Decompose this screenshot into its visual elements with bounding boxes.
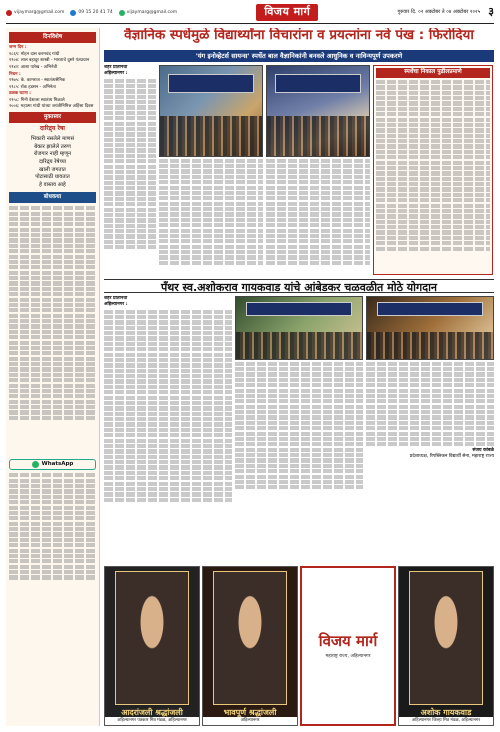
list-item: १९४२: आशा पारेख - अभिनेत्री bbox=[9, 65, 57, 70]
whatsapp-label: WhatsApp bbox=[41, 460, 74, 467]
list-item: १९८५: रॉक हडसन - अभिनेता bbox=[9, 84, 56, 90]
poem-heading: मुक्तस्वर bbox=[9, 112, 96, 123]
story-column bbox=[104, 65, 156, 275]
tribute-ad-title: आदरांजली श्रद्धांजली bbox=[121, 707, 183, 718]
din-vishesh-list bbox=[9, 45, 96, 110]
whatsapp-icon bbox=[119, 10, 125, 16]
ghatna-label: ठळक घटना : bbox=[9, 91, 31, 97]
signature-name: संजय कांबळे bbox=[472, 448, 494, 454]
lead-headline: वैज्ञानिक स्पर्धेमुळे विद्यार्थ्यांना विचारांना व प्रयत्नांना नवे पंख : फिरोदिया bbox=[124, 28, 474, 43]
tribute-ad-title: भावपूर्ण श्रद्धांजली bbox=[223, 707, 277, 718]
poem-title: दारिद्र्य रेषा bbox=[40, 125, 65, 133]
mail-icon bbox=[6, 10, 12, 16]
list-item: २००६: महात्मा गांधी यांच्या जयंतीनिमित्त अहिंसा दिवस bbox=[9, 104, 94, 110]
tribute-ad-caption: अहिल्यानगर जिल्हा मित्र मंडळ, अहिल्यानगर bbox=[399, 717, 493, 725]
group-photo bbox=[159, 65, 263, 157]
byline: शहर प्रतिनिधी bbox=[104, 296, 128, 302]
phone-text: 09 15 20 41 74 bbox=[78, 9, 113, 15]
portrait-image bbox=[409, 571, 483, 705]
poem-line: खाली जगतात bbox=[39, 166, 66, 173]
portrait-image bbox=[213, 571, 287, 705]
whatsapp-logo-icon bbox=[32, 461, 39, 468]
poem bbox=[9, 125, 96, 189]
issue-date: गुरुवार दि. ०२ अक्टोबर ते ०४ अक्टोबर २०२५ bbox=[397, 9, 481, 16]
bodhkatha-heading: बोधकथा bbox=[9, 192, 96, 203]
tribute-ad-caption: अहिल्यानगर bbox=[203, 717, 297, 725]
poem-line: पोटासाठी धावतात bbox=[35, 174, 70, 181]
din-vishesh-heading: दिनविशेष bbox=[9, 32, 96, 43]
list-item: १८६९: मोहन दास करमचंद गांधी bbox=[9, 51, 60, 57]
tribute-ad-caption: अहिल्यानगर पत्रकार मित्र मंडळ, अहिल्यानगर bbox=[105, 717, 199, 725]
tribute-ads-row bbox=[104, 566, 494, 726]
tribute-ad bbox=[104, 566, 200, 726]
portrait-image bbox=[115, 571, 189, 705]
main-content bbox=[104, 28, 494, 726]
dateline: अहिल्यानगर : bbox=[104, 71, 128, 77]
promo-logo: विजय मार्ग bbox=[318, 631, 378, 650]
email-text-2: vijaymarg@gmail.com bbox=[126, 9, 178, 15]
email-text: vijaymarg@gmail.com bbox=[14, 9, 65, 15]
second-headline: पँथर स्व.अशोकराव गायकवाड यांचे आंबेडकर चळवळीत मोठे योगदान bbox=[104, 279, 494, 293]
bodhkatha-body bbox=[9, 205, 96, 455]
tribute-photo bbox=[235, 296, 363, 360]
lead-subheadline: 'यंग इनोव्हेटर्स सायन्स' स्पर्धेत बाल वैज्ञानिकांनी बनवले आधुनिक व नाविन्यपूर्ण उपकरणे bbox=[104, 50, 494, 62]
list-item: १९५८: गिनी देशाला स्वातंत्र्य मिळाले bbox=[9, 97, 65, 103]
tribute-ad bbox=[398, 566, 494, 726]
event-photo bbox=[366, 296, 494, 360]
promo-text: महाराष्ट्र राज्य, अहिल्यानगर bbox=[325, 654, 371, 660]
contact-info bbox=[6, 10, 177, 16]
list-item: १९०४: लाल बहादुर शास्त्री - भारताचे दुसरे पंतप्रधान bbox=[9, 58, 90, 64]
byline: शहर प्रतिनिधी bbox=[104, 65, 128, 71]
dateline: अहिल्यानगर : bbox=[104, 302, 128, 308]
tribute-ad-title: अशोक गायकवाड bbox=[420, 707, 472, 718]
newspaper-promo bbox=[300, 566, 396, 726]
poem-line: रोजगार नाही म्हणून bbox=[33, 151, 72, 158]
lead-story bbox=[104, 65, 494, 275]
page-number: ३ bbox=[488, 5, 494, 19]
signature-block bbox=[366, 448, 494, 460]
nidhan-label: निधन : bbox=[9, 71, 21, 77]
tribute-ad bbox=[202, 566, 298, 726]
results-box-title: स्पर्धेचा निकाल पुढीलप्रमाणे bbox=[376, 68, 490, 78]
poem-line: दारिद्र्य रेषेच्या bbox=[38, 159, 67, 166]
results-box bbox=[373, 65, 493, 275]
newspaper-logo: विजय मार्ग bbox=[256, 4, 318, 20]
whatsapp-banner bbox=[9, 459, 96, 470]
left-sidebar bbox=[6, 28, 100, 726]
signature-role: प्रदेशाध्यक्ष, रिपब्लिकन विद्यार्थी सेना, महाराष्ट्र राज्य bbox=[409, 454, 494, 460]
poem-line: बेकार झालेले तरुण bbox=[34, 143, 71, 150]
second-story bbox=[104, 296, 494, 548]
phone-icon bbox=[70, 10, 76, 16]
masthead bbox=[6, 4, 494, 24]
janm-din-label: जन्म दिन : bbox=[9, 45, 27, 51]
award-photo bbox=[266, 65, 370, 157]
whatsapp-story bbox=[9, 472, 96, 581]
list-item: १९७५: के. कामराज - स्वातंत्र्यसैनिक bbox=[9, 78, 66, 84]
poem-line: हे वास्तव आहे bbox=[39, 182, 66, 189]
poem-line: भिकारी नसलेले माणसं bbox=[30, 136, 75, 142]
